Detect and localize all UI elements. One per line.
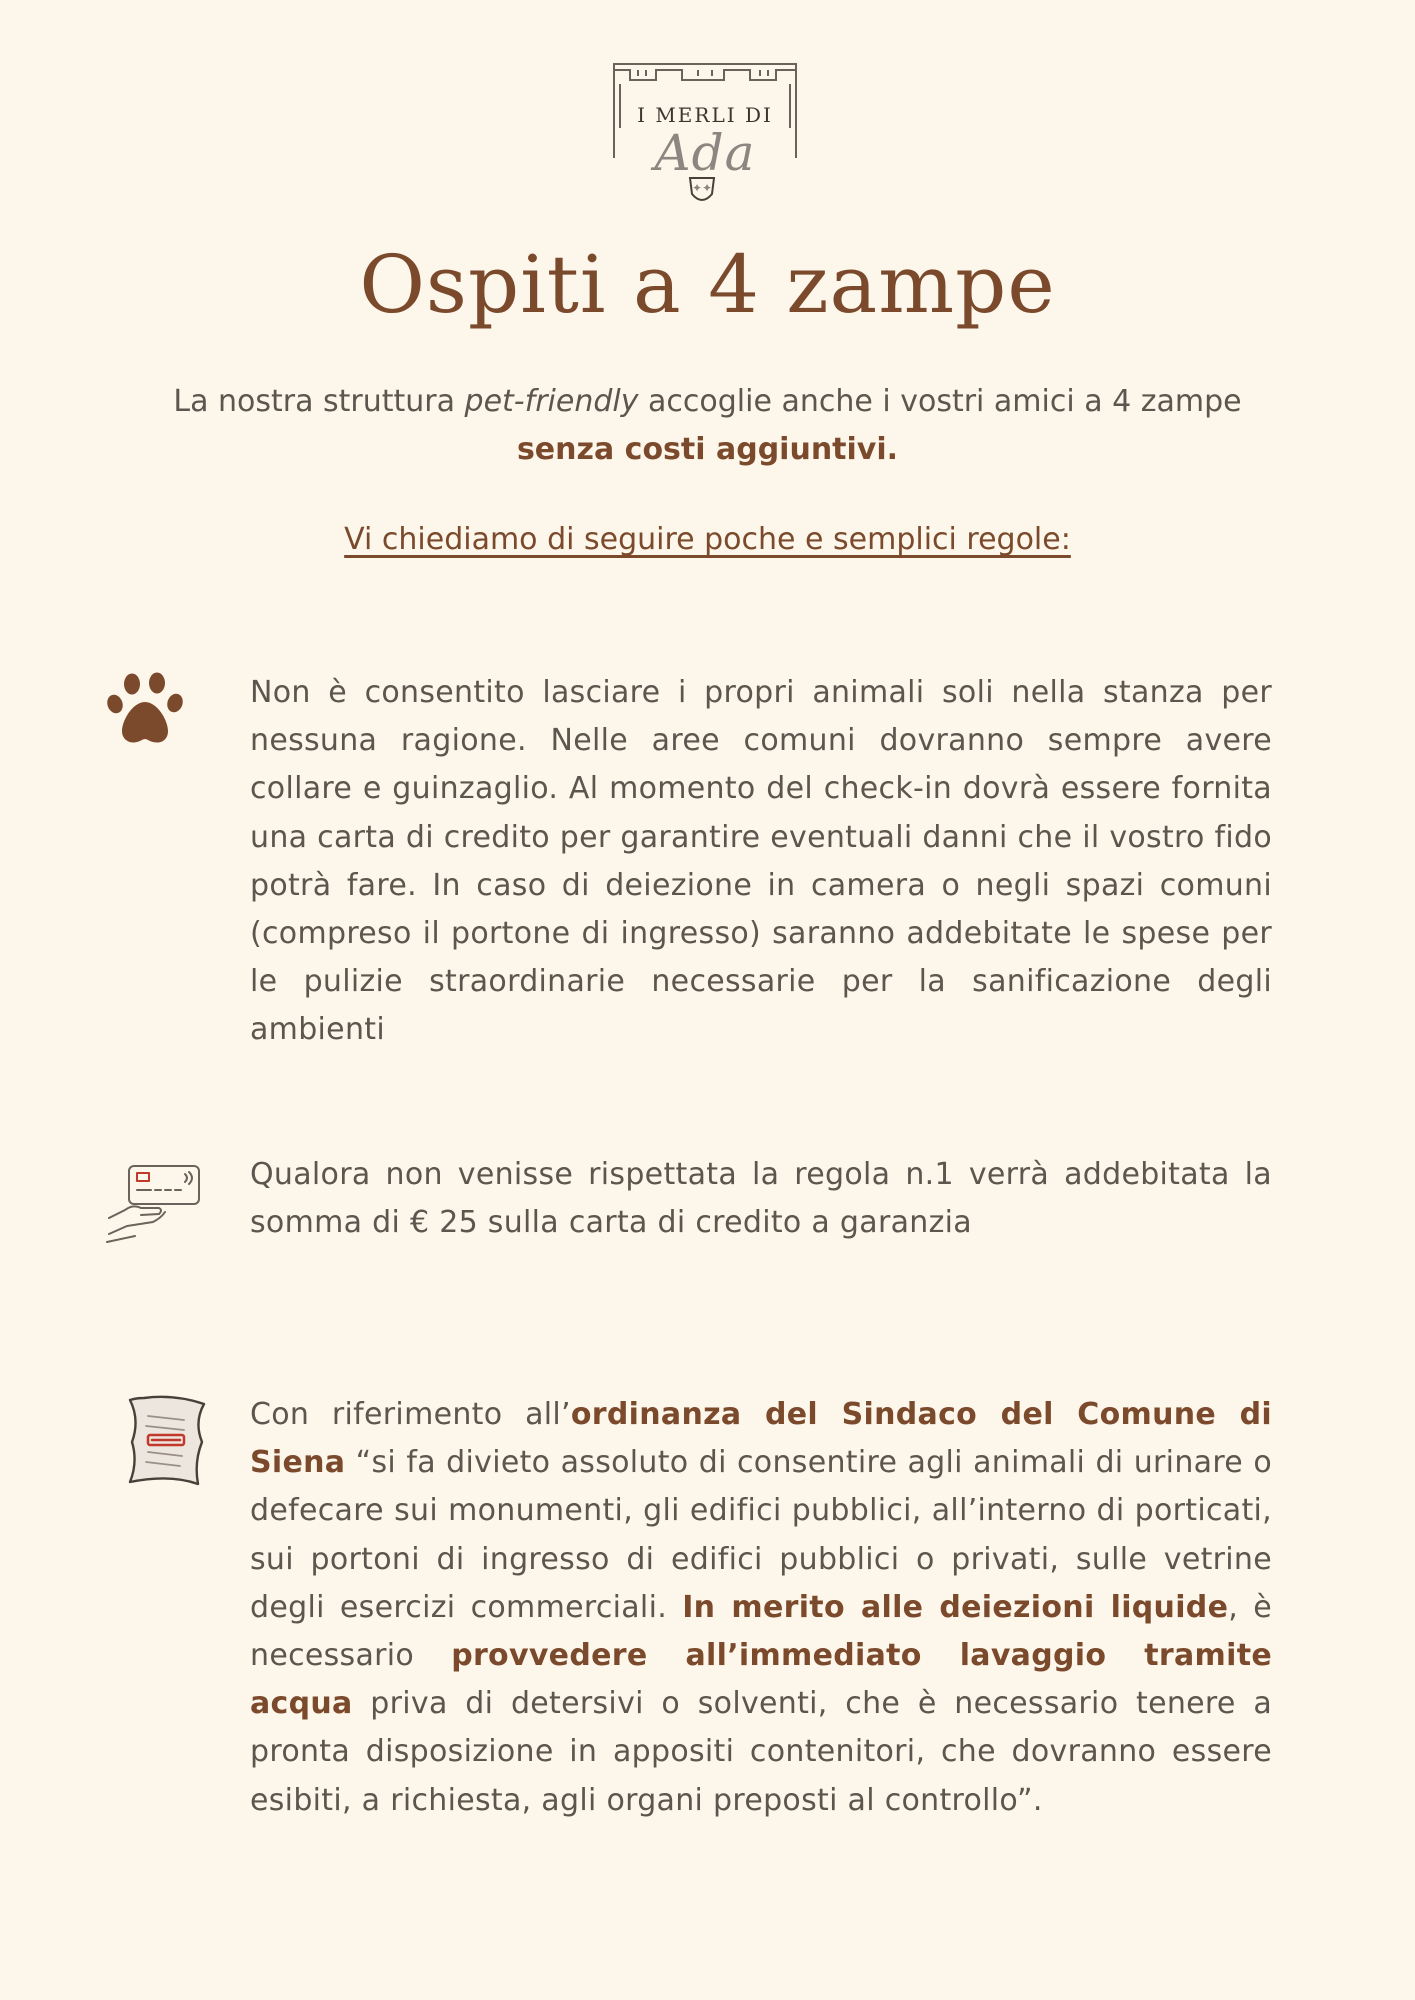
rule-2-text: Qualora non venisse rispettata la regola n.1 verrà addebitata la somma di € 25 sulla carta di credito a garanzia — [250, 1157, 1272, 1241]
logo-text-line1: I MERLI DI — [637, 103, 773, 127]
document-scroll-icon — [122, 1392, 218, 1496]
page-title: Ospiti a 4 zampe — [359, 238, 1056, 331]
svg-text:✦✦: ✦✦ — [691, 181, 713, 195]
credit-card-icon — [105, 1160, 205, 1248]
rule-3-bold-1: ordinanza del Sindaco del Comune di Siena — [250, 1397, 1272, 1481]
intro-text-1: La nostra struttura — [173, 384, 465, 419]
intro-paragraph — [150, 378, 1265, 474]
intro-bold: senza costi aggiuntivi. — [516, 432, 899, 467]
rule-3-bold-3: provvedere all’immediato lavaggio tramite acqua — [250, 1638, 1272, 1722]
rules-heading: Vi chiediamo di seguire poche e semplici regole: — [344, 522, 1071, 557]
rule-3-text-part1: Con riferimento all’ — [250, 1397, 571, 1432]
rule-3-text — [250, 1391, 1272, 1825]
rule-3-text-part3: , è necessario — [250, 1589, 1272, 1674]
rule-3-bold-2: In merito alle deiezioni liquide — [682, 1589, 1229, 1625]
intro-italic: pet-friendly — [464, 384, 639, 419]
intro-text-2: accoglie anche i vostri amici a 4 zampe — [638, 384, 1242, 419]
paw-icon — [105, 668, 189, 756]
brand-logo — [600, 58, 810, 218]
logo-text-line2: Ada — [654, 124, 756, 182]
rule-1-text: Non è consentito lasciare i propri animali soli nella stanza per nessuna ragione. Nelle aree comuni dovranno sempre avere collare e guinzaglio. Al momento del check-in dovrà essere fornita una carta di credito per garantire eventuali danni che il vostro fido potrà fare. In caso di deiezione in camera o negli spazi comuni (compreso il portone di ingresso) saranno addebitate le spese per le pulizie straordinarie necessarie per la sanificazione degli ambienti — [250, 675, 1272, 1048]
rule-3-text-part2: “si fa divieto assoluto di consentire agli animali di urinare o defecare sui monumenti, gli edifici pubblici, all’interno di porticati, sui portoni di ingresso di edifici pubblici o privati, sulle vetrine degli esercizi commerciali. — [250, 1445, 1272, 1625]
rule-3-text-part4: priva di detersivi o solventi, che è necessario tenere a pronta disposizione in appositi contenitori, che dovranno essere esibiti, a richiesta, agli organi preposti al controllo”. — [250, 1686, 1272, 1818]
